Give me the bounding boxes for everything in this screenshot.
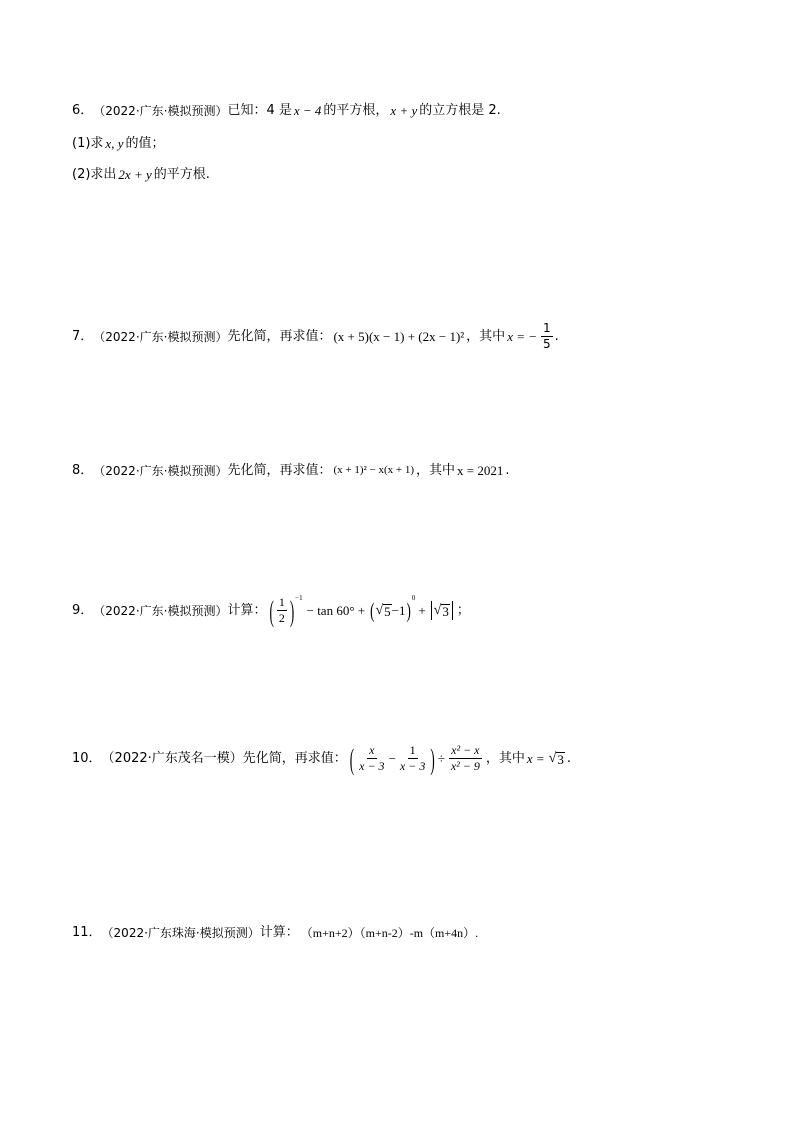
problem-8-source: （2022·广东·模拟预测） xyxy=(93,463,228,478)
problem-10-f2-den: x − 3 xyxy=(399,758,426,773)
problem-7-end: . xyxy=(554,329,559,345)
problem-9-sqrt3 xyxy=(434,604,450,618)
problem-9-mid: − tan 60° + xyxy=(306,603,366,619)
problem-9-fraction xyxy=(277,596,287,625)
problem-6-text-c: 的立方根是 2. xyxy=(419,103,501,118)
problem-6-number: 6． xyxy=(72,103,94,118)
problem-10-f2-num: 1 xyxy=(409,743,416,757)
problem-11-text: 计算： xyxy=(259,925,299,940)
problem-11-source: （2022·广东珠海·模拟预测） xyxy=(101,925,260,940)
problem-6-sub2-expr: 2x + y xyxy=(118,167,152,182)
problem-7-text: 先化简，再求值： xyxy=(227,329,332,345)
problem-9-lparen2: ( xyxy=(370,598,375,623)
problem-9-rparen2: ) xyxy=(406,598,411,623)
problem-10-rparen: ) xyxy=(430,741,435,776)
problem-9-expr xyxy=(268,593,454,628)
problem-9-end: ； xyxy=(456,603,470,619)
problem-7-source: （2022·广东·模拟预测） xyxy=(93,329,228,344)
problem-9-sqrt5 xyxy=(375,604,391,618)
problem-9-minus1: −1 xyxy=(391,603,406,619)
problem-10-frac2 xyxy=(398,744,427,773)
problem-8-end: . xyxy=(505,463,510,478)
problem-9-lparen: ( xyxy=(269,593,274,628)
problem-10-text: 先化简，再求值： xyxy=(242,751,347,767)
problem-11-number: 11． xyxy=(72,925,102,940)
problem-9-sqrt5-val: 5 xyxy=(384,603,391,619)
problem-6-sub2-label: (2)求出 xyxy=(72,167,117,182)
problem-10-f1-den: x − 3 xyxy=(359,758,385,773)
problem-6 xyxy=(72,104,501,117)
problem-9-abs xyxy=(431,601,453,620)
problem-9-text: 计算： xyxy=(227,603,267,619)
problem-9-exp1: −1 xyxy=(295,594,303,602)
problem-6-expr-a: x − 4 xyxy=(293,103,322,118)
problem-6-sub1-text: 的值； xyxy=(125,136,165,151)
problem-10-source: （2022·广东茂名一模） xyxy=(101,751,243,767)
problem-8-text-b: ，其中 xyxy=(416,463,456,478)
problem-6-text-b: 的平方根， xyxy=(323,103,389,118)
problem-6-sub1 xyxy=(72,137,164,150)
radical-icon: √ xyxy=(433,603,442,619)
problem-10-minus: − xyxy=(388,751,396,767)
problem-7-frac-num: 1 xyxy=(543,321,551,335)
radical-icon: √ xyxy=(375,602,384,618)
problem-8-text: 先化简，再求值： xyxy=(227,463,332,478)
problem-10-frac3 xyxy=(449,744,482,773)
problem-8-expr: (x + 1)² − x(x + 1) xyxy=(333,464,415,476)
problem-10-sqrt3 xyxy=(549,752,565,766)
problem-9-source: （2022·广东·模拟预测） xyxy=(93,603,228,618)
problem-6-text: 已知：4 是 xyxy=(227,103,292,118)
problem-8-x-val: x = 2021 xyxy=(457,463,504,478)
problem-6-sub2-text: 的平方根. xyxy=(153,167,210,182)
problem-10-f3-num: x² − x xyxy=(451,743,480,757)
problem-10-expr xyxy=(349,741,484,776)
problem-9-sqrt3-val: 3 xyxy=(442,604,449,620)
problem-7-number: 7． xyxy=(72,329,94,345)
problem-10-f3-den: x² − 9 xyxy=(450,758,480,773)
problem-10-end: . xyxy=(566,751,571,767)
problem-10-lparen: ( xyxy=(349,741,355,776)
problem-10-text-b: ，其中 xyxy=(485,751,525,767)
problem-6-sub1-expr: x, y xyxy=(105,136,124,151)
problem-10-number: 10． xyxy=(72,751,102,767)
problem-9-exp0: 0 xyxy=(411,594,416,602)
problem-7 xyxy=(72,322,559,351)
problem-6-sub1-label: (1)求 xyxy=(72,136,104,151)
problem-7-text-b: ，其中 xyxy=(466,329,506,345)
problem-6-sub2 xyxy=(72,168,210,181)
problem-6-source: （2022·广东·模拟预测） xyxy=(93,103,228,118)
problem-10-frac1 xyxy=(357,744,386,773)
problem-9 xyxy=(72,593,470,628)
problem-7-frac-den: 5 xyxy=(543,336,551,351)
problem-9-number: 9． xyxy=(72,603,94,619)
radical-icon: √ xyxy=(548,750,557,766)
problem-7-fraction xyxy=(541,322,553,351)
problem-9-frac-num: 1 xyxy=(278,595,285,609)
problem-9-plus: + xyxy=(418,603,426,619)
problem-10-f1-num: x xyxy=(369,743,375,757)
problem-10-x-lhs: x = xyxy=(526,751,545,767)
problem-7-x-lhs: x = − xyxy=(507,329,538,345)
problem-8 xyxy=(72,464,510,477)
problem-7-expr: (x + 5)(x − 1) + (2x − 1)² xyxy=(333,329,465,345)
problem-11-expr: （m+n+2）（m+n-2）-m（m+4n）. xyxy=(300,925,479,940)
problem-8-number: 8． xyxy=(72,463,94,478)
problem-11 xyxy=(72,926,480,939)
problem-9-frac-den: 2 xyxy=(278,610,285,625)
problem-6-expr-b: x + y xyxy=(390,103,418,118)
problem-10 xyxy=(72,741,571,776)
problem-10-sqrt3-val: 3 xyxy=(557,751,564,767)
problem-9-rparen: ) xyxy=(289,593,295,628)
problem-10-div: ÷ xyxy=(437,751,445,767)
